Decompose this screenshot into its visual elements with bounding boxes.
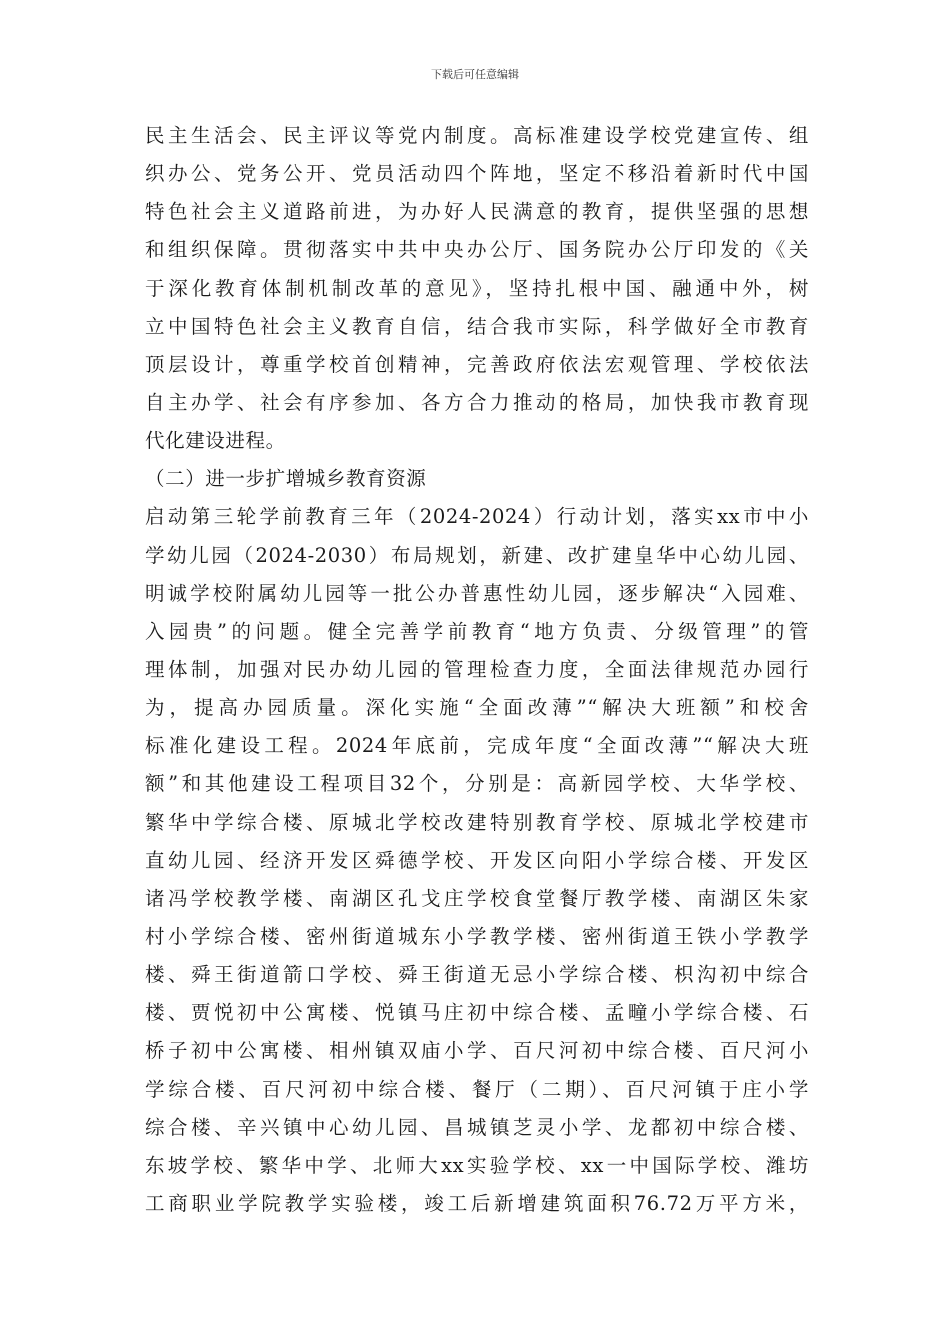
text-line: 额”和其他建设工程项目32个，分别是：高新园学校、大华学校、 xyxy=(145,772,809,796)
text-line: 启动第三轮学前教育三年（2024-2024）行动计划，落实xx市中小 xyxy=(145,505,809,529)
text-line: 东坡学校、繁华中学、北师大xx实验学校、xx一中国际学校、潍坊 xyxy=(145,1153,809,1177)
text-line: 自主办学、社会有序参加、各方合力推动的格局，加快我市教育现 xyxy=(145,390,809,414)
text-line: 工商职业学院教学实验楼，竣工后新增建筑面积76.72万平方米， xyxy=(145,1191,809,1215)
text-line: 标准化建设工程。2024年底前，完成年度“全面改薄”“解决大班 xyxy=(145,734,809,758)
text-line: 综合楼、辛兴镇中心幼儿园、昌城镇芝灵小学、龙都初中综合楼、 xyxy=(145,1115,809,1139)
text-line: 村小学综合楼、密州街道城东小学教学楼、密州街道王铁小学教学 xyxy=(145,924,809,948)
text-line: 立中国特色社会主义教育自信，结合我市实际，科学做好全市教育 xyxy=(145,314,809,338)
text-line: 诸冯学校教学楼、南湖区孔戈庄学校食堂餐厅教学楼、南湖区朱家 xyxy=(145,886,809,910)
text-line: 入园贵”的问题。健全完善学前教育“地方负责、分级管理”的管 xyxy=(145,619,809,643)
text-line: 明诚学校附属幼儿园等一批公办普惠性幼儿园，逐步解决“入园难、 xyxy=(145,581,809,605)
text-line: 楼、舜王街道箭口学校、舜王街道无忌小学综合楼、枳沟初中综合 xyxy=(145,963,809,987)
text-line: （二）进一步扩增城乡教育资源 xyxy=(145,467,427,491)
text-line: 顶层设计，尊重学校首创精神，完善政府依法宏观管理、学校依法 xyxy=(145,352,809,376)
page-header: 下载后可任意编辑 xyxy=(431,68,519,81)
text-line: 繁华中学综合楼、原城北学校改建特别教育学校、原城北学校建市 xyxy=(145,810,809,834)
text-line: 代化建设进程。 xyxy=(145,429,286,453)
text-line: 为，提高办园质量。深化实施“全面改薄”“解决大班额”和校舍 xyxy=(145,696,809,720)
text-line: 于深化教育体制机制改革的意见》，坚持扎根中国、融通中外，树 xyxy=(145,276,809,300)
text-line: 学幼儿园（2024-2030）布局规划，新建、改扩建皇华中心幼儿园、 xyxy=(145,543,809,567)
text-line: 特色社会主义道路前进，为办好人民满意的教育，提供坚强的思想 xyxy=(145,200,809,224)
text-line: 理体制，加强对民办幼儿园的管理检查力度，全面法律规范办园行 xyxy=(145,657,809,681)
document-body xyxy=(145,117,809,1223)
text-line: 民主生活会、民主评议等党内制度。高标准建设学校党建宣传、组 xyxy=(145,124,809,147)
text-line: 和组织保障。贯彻落实中共中央办公厅、国务院办公厅印发的《关 xyxy=(145,238,809,262)
text-line: 桥子初中公寓楼、相州镇双庙小学、百尺河初中综合楼、百尺河小 xyxy=(145,1039,809,1063)
text-line: 直幼儿园、经济开发区舜德学校、开发区向阳小学综合楼、开发区 xyxy=(145,848,809,872)
text-line: 学综合楼、百尺河初中综合楼、餐厅（二期）、百尺河镇于庄小学 xyxy=(145,1077,809,1101)
text-line: 织办公、党务公开、党员活动四个阵地，坚定不移沿着新时代中国 xyxy=(145,162,809,186)
text-line: 楼、贾悦初中公寓楼、悦镇马庄初中综合楼、孟疃小学综合楼、石 xyxy=(145,1001,809,1025)
